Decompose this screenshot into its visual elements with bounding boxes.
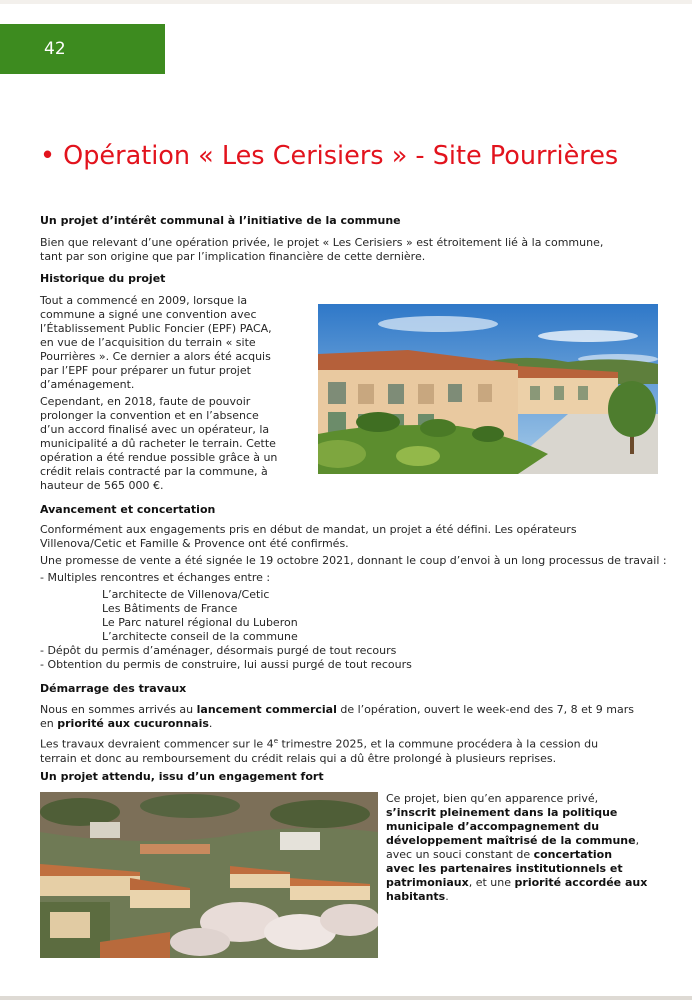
emphasis-text: concertation: [533, 848, 613, 861]
paragraph-line: [386, 806, 676, 820]
emphasis-lancement: lancement commercial: [196, 703, 337, 716]
list-item: - Multiples rencontres et échanges entre :: [40, 571, 271, 584]
avancement-text: [40, 523, 680, 672]
paragraph-line: Ce projet, bien qu’en apparence privé,: [386, 792, 599, 805]
aerial-view-image: [40, 792, 378, 958]
text-run: .: [208, 717, 213, 730]
paragraph-line: [386, 876, 676, 890]
partner-item: Les Bâtiments de France: [102, 602, 238, 615]
paragraph-line: tant par son origine que par l’implication financière de cette dernière.: [40, 250, 426, 263]
section-heading-interet-communal: Un projet d’intérêt communal à l’initiative de la commune: [40, 214, 401, 227]
list-item: - Dépôt du permis d’aménager, désormais purgé de tout recours: [40, 644, 397, 657]
paragraph-line: opération a été rendue possible grâce à un: [40, 451, 278, 464]
section-heading-projet-attendu: Un projet attendu, issu d’un engagement fort: [40, 770, 324, 783]
emphasis-text: développement maîtrisé de la commune: [386, 834, 636, 847]
paragraph-line: Tout a commencé en 2009, lorsque la: [40, 294, 248, 307]
text-run: trimestre 2025, et la commune procédera à la cession du: [278, 737, 599, 751]
paragraph-line: [386, 834, 676, 848]
paragraph-line: [40, 734, 680, 752]
partner-item: L’architecte de Villenova/Cetic: [102, 588, 270, 601]
paragraph-line: municipalité a dû racheter le terrain. Cette: [40, 437, 276, 450]
paragraph-line: Pourrières ». Ce dernier a alors été acquis: [40, 350, 271, 363]
page-number: 42: [44, 39, 66, 59]
section-heading-avancement: Avancement et concertation: [40, 503, 216, 516]
page-number-tab: [0, 24, 165, 74]
partner-item: L’architecte conseil de la commune: [102, 630, 298, 643]
paragraph-line: l’Établissement Public Foncier (EPF) PACA,: [40, 322, 272, 335]
historique-text: [40, 294, 310, 493]
emphasis-text: habitants: [386, 890, 446, 903]
paragraph-line: hauteur de 565 000 €.: [40, 479, 164, 492]
paragraph-line: [386, 820, 676, 834]
text-run: Nous en sommes arrivés au: [40, 703, 197, 716]
text-run: avec un souci constant de: [386, 848, 534, 861]
text-run: de l’opération, ouvert le week-end des 7, 8 et 9 mars: [336, 703, 634, 716]
paragraph-line: d’un accord finalisé avec un opérateur, la: [40, 423, 270, 436]
paragraph-line: terrain et donc au remboursement du crédit relais qui a dû être prolongé à plusieurs reprises.: [40, 751, 557, 765]
paragraph-line: [40, 703, 680, 717]
paragraph-line: commune a signé une convention avec: [40, 308, 257, 321]
text-run: en: [40, 717, 58, 730]
list-item: - Obtention du permis de construire, lui aussi purgé de tout recours: [40, 658, 412, 671]
emphasis-text: s’inscrit pleinement dans la politique: [386, 806, 618, 819]
page-title: • Opération « Les Cerisiers » - Site Pourrières: [40, 141, 619, 171]
section-paragraph-interet: [40, 236, 680, 264]
residence-rendering-image: [318, 304, 658, 474]
paragraph-line: crédit relais contracté par la commune, à: [40, 465, 268, 478]
emphasis-text: patrimoniaux: [386, 876, 469, 889]
paragraph-line: en vue de l’acquisition du terrain « site: [40, 336, 256, 349]
emphasis-text: municipale d’accompagnement du: [386, 820, 600, 833]
demarrage-text: [40, 703, 680, 766]
paragraph-line: Bien que relevant d’une opération privée, le projet « Les Cerisiers » est étroitement lié à la commune,: [40, 236, 604, 249]
paragraph-line: [386, 848, 676, 862]
paragraph-line: Cependant, en 2018, faute de pouvoir: [40, 395, 251, 408]
emphasis-priorite: priorité aux cucuronnais: [57, 717, 209, 730]
section-heading-historique: Historique du projet: [40, 272, 166, 285]
paragraph-line: Conformément aux engagements pris en début de mandat, un projet a été défini. Les opérateurs: [40, 523, 577, 536]
brochure-page: [0, 4, 692, 996]
paragraph-line: Villenova/Cetic et Famille & Provence ont été confirmés.: [40, 537, 349, 550]
paragraph-line: [386, 890, 676, 904]
text-run: , et une: [468, 876, 515, 889]
section-heading-demarrage: Démarrage des travaux: [40, 682, 187, 695]
paragraph-line: Une promesse de vente a été signée le 19 octobre 2021, donnant le coup d’envoi à un long processus de travail :: [40, 554, 667, 567]
paragraph-line: [386, 862, 676, 876]
projet-attendu-text: [386, 792, 676, 904]
paragraph-line: prolonger la convention et en l’absence: [40, 409, 259, 422]
page-bottom-edge: [0, 996, 692, 1000]
emphasis-text: avec les partenaires institutionnels et: [386, 862, 623, 875]
text-run: .: [445, 890, 449, 903]
paragraph-line: [40, 717, 680, 731]
paragraph-line: par l’EPF pour préparer un futur projet: [40, 364, 251, 377]
superscript: e: [273, 737, 278, 745]
text-run: ,: [635, 834, 640, 847]
partner-item: Le Parc naturel régional du Luberon: [102, 616, 298, 629]
text-run: Les travaux devraient commencer sur le 4: [40, 737, 274, 751]
emphasis-text: priorité accordée aux: [514, 876, 648, 889]
paragraph-line: d’aménagement.: [40, 378, 135, 391]
